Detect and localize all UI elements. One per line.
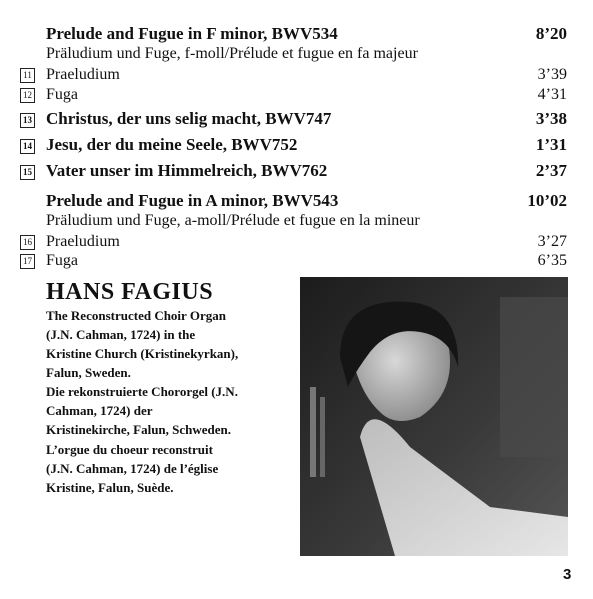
track-number: 13	[20, 113, 35, 128]
track-duration: 3’39	[537, 66, 567, 83]
track-number: 17	[20, 254, 35, 269]
organ-description-de: Die rekonstruierte Chororgel (J.N. Cahman, 1724) der Kristinekirche, Falun, Schweden.	[46, 384, 238, 437]
track-number: 12	[20, 88, 35, 103]
track-duration: 6’35	[537, 252, 567, 269]
track-duration: 1’31	[535, 135, 567, 154]
artist-name: HANS FAGIUS	[46, 279, 214, 305]
track-duration: 3’27	[537, 233, 567, 250]
work-duration: 10’02	[527, 191, 567, 210]
track-title: Praeludium	[46, 66, 120, 83]
track-duration: 2’37	[535, 161, 567, 180]
track-number: 14	[20, 139, 35, 154]
track-title: Fuga	[46, 252, 78, 269]
track-duration: 3’38	[535, 109, 567, 128]
track-duration: 4’31	[537, 86, 567, 103]
track-number: 15	[20, 165, 35, 180]
track-number: 16	[20, 235, 35, 250]
work-subtitle: Präludium und Fuge, f-moll/Prélude et fugue en fa majeur	[46, 45, 418, 62]
work-subtitle-row	[0, 45, 593, 67]
organ-description-en: The Reconstructed Choir Organ (J.N. Cahman, 1724) in the Kristine Church (Kristinekyrkan), Falun, Sweden.	[46, 308, 239, 380]
artist-photo	[300, 277, 568, 556]
work-duration: 8’20	[535, 24, 567, 43]
work-subtitle: Präludium und Fuge, a-moll/Prélude et fugue en la mineur	[46, 212, 420, 229]
track-row	[0, 109, 593, 131]
work-title: Prelude and Fugue in F minor, BWV534	[46, 24, 338, 43]
track-title: Fuga	[46, 86, 78, 103]
track-row	[0, 161, 593, 183]
track-title: Christus, der uns selig macht, BWV747	[46, 109, 332, 128]
work-header	[0, 191, 593, 213]
organ-description-fr: L’orgue du choeur reconstruit (J.N. Cahman, 1724) de l’église Kristine, Falun, Suède.	[46, 442, 219, 495]
work-subtitle-row	[0, 212, 593, 234]
artist-photo-graphic	[300, 277, 568, 556]
track-title: Jesu, der du meine Seele, BWV752	[46, 135, 298, 154]
track-row	[0, 252, 593, 274]
track-row	[0, 86, 593, 108]
page-number: 3	[563, 566, 572, 583]
track-number: 11	[20, 68, 35, 83]
track-title: Vater unser im Himmelreich, BWV762	[46, 161, 328, 180]
work-header	[0, 24, 593, 46]
work-title: Prelude and Fugue in A minor, BWV543	[46, 191, 339, 210]
track-row	[0, 66, 593, 88]
track-title: Praeludium	[46, 233, 120, 250]
track-row	[0, 135, 593, 157]
